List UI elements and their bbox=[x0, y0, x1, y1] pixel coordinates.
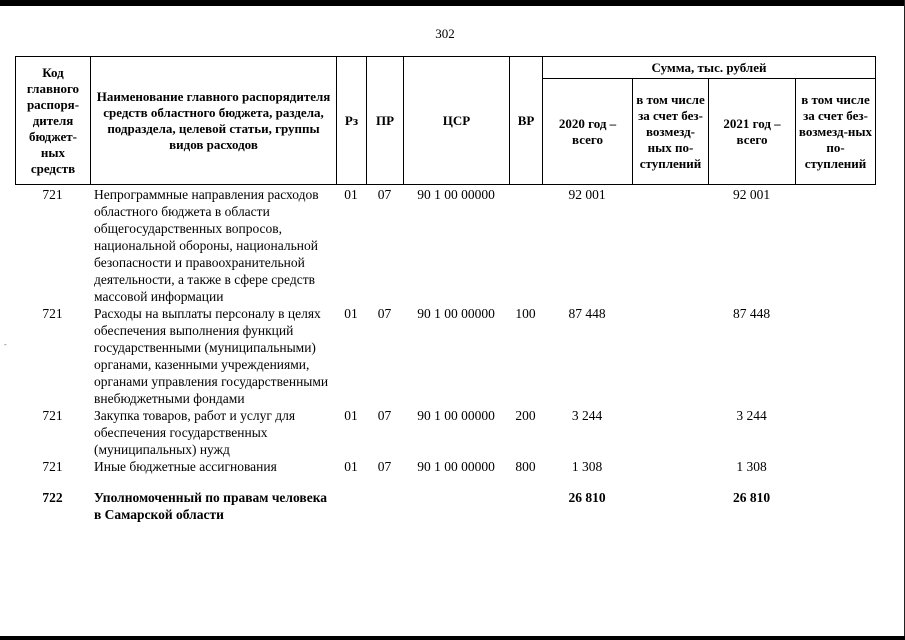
header-pr: ПР bbox=[367, 57, 404, 185]
scan-top-border bbox=[0, 0, 905, 6]
row-rz bbox=[336, 475, 366, 523]
row-code: 721 bbox=[42, 459, 63, 474]
row-rz: 01 bbox=[344, 459, 358, 474]
header-2020-free: в том числе за счет без-возмезд-ных по-ступлений bbox=[633, 79, 709, 185]
row-2020-free bbox=[632, 305, 708, 407]
header-code: Код главного распоря-дителя бюджет-ных средств bbox=[16, 57, 91, 185]
scan-speck: - bbox=[4, 340, 7, 349]
row-2020-free bbox=[632, 186, 708, 305]
row-2020-free bbox=[632, 475, 708, 523]
row-pr: 07 bbox=[377, 306, 392, 321]
row-2021-free bbox=[795, 475, 875, 523]
header-name: Наименование главного распорядителя средств областного бюджета, раздела, подраздела, целевой статьи, группы видов расходов bbox=[91, 57, 337, 185]
row-2020-total: 1 308 bbox=[571, 459, 603, 474]
row-2020-free bbox=[632, 407, 708, 458]
header-2021-total: 2021 год – всего bbox=[709, 79, 796, 185]
row-name: Расходы на выплаты персоналу в целях обеспечения выполнения функций государственными (муниципальными) органами, казенными учреждениями, органами управления государственными внебюджетными фондами bbox=[94, 306, 329, 406]
row-2021-total: 26 810 bbox=[732, 490, 771, 505]
row-name: Непрограммные направления расходов областного бюджета в области общегосударственных вопросов, национальной обороны, национальной безопасности и правоохранительной деятельности, а также в сфере средств массовой информации bbox=[94, 187, 319, 304]
row-2021-total: 3 244 bbox=[736, 408, 767, 423]
row-code: 721 bbox=[42, 306, 63, 321]
row-2021-free bbox=[795, 186, 875, 305]
row-pr: 07 bbox=[377, 408, 392, 423]
row-code: 722 bbox=[42, 490, 63, 505]
row-vr bbox=[509, 186, 542, 305]
header-csr: ЦСР bbox=[404, 57, 510, 185]
row-name: Иные бюджетные ассигнования bbox=[94, 459, 277, 474]
row-pr: 07 bbox=[377, 459, 392, 474]
header-2021-free: в том числе за счет без-возмезд-ных по-ступлений bbox=[796, 79, 876, 185]
row-name: Закупка товаров, работ и услуг для обеспечения государственных (муниципальных) нужд bbox=[94, 408, 296, 457]
page-number: 302 bbox=[435, 26, 455, 41]
table-row bbox=[15, 186, 875, 305]
row-vr: 200 bbox=[515, 408, 536, 423]
row-rz: 01 bbox=[344, 306, 358, 321]
table-row bbox=[15, 475, 875, 523]
header-sum: Сумма, тыс. рублей bbox=[543, 57, 876, 79]
row-pr: 07 bbox=[377, 187, 392, 202]
row-vr: 800 bbox=[515, 459, 536, 474]
table-row bbox=[15, 458, 875, 475]
budget-table-body bbox=[15, 186, 875, 523]
row-2020-total: 26 810 bbox=[568, 490, 606, 505]
row-2020-total: 3 244 bbox=[571, 408, 603, 423]
row-2021-free bbox=[795, 407, 875, 458]
row-code: 721 bbox=[42, 187, 63, 202]
row-vr bbox=[509, 475, 542, 523]
row-2021-total: 87 448 bbox=[732, 306, 771, 321]
row-2020-total: 87 448 bbox=[568, 306, 606, 321]
row-name: Уполномоченный по правам человека в Самарской области bbox=[94, 490, 328, 522]
header-rz: Рз bbox=[337, 57, 367, 185]
row-csr: 90 1 00 00000 bbox=[417, 408, 495, 423]
row-rz: 01 bbox=[344, 408, 358, 423]
scan-bottom-border bbox=[0, 636, 905, 640]
row-2021-total: 92 001 bbox=[732, 187, 771, 202]
row-pr bbox=[366, 475, 403, 523]
row-csr: 90 1 00 00000 bbox=[417, 459, 495, 474]
row-rz: 01 bbox=[344, 187, 358, 202]
row-csr: 90 1 00 00000 bbox=[417, 306, 495, 321]
row-vr: 100 bbox=[515, 306, 536, 321]
header-2020-total: 2020 год – всего bbox=[543, 79, 633, 185]
row-csr: 90 1 00 00000 bbox=[417, 187, 495, 202]
table-row bbox=[15, 305, 875, 407]
row-csr bbox=[403, 475, 509, 523]
row-2020-total: 92 001 bbox=[568, 187, 606, 202]
table-row bbox=[15, 407, 875, 458]
row-2021-free bbox=[795, 305, 875, 407]
header-vr: ВР bbox=[510, 57, 543, 185]
row-2021-total: 1 308 bbox=[736, 459, 767, 474]
budget-table-header bbox=[15, 56, 876, 185]
row-2021-free bbox=[795, 458, 875, 475]
row-code: 721 bbox=[42, 408, 63, 423]
row-2020-free bbox=[632, 458, 708, 475]
